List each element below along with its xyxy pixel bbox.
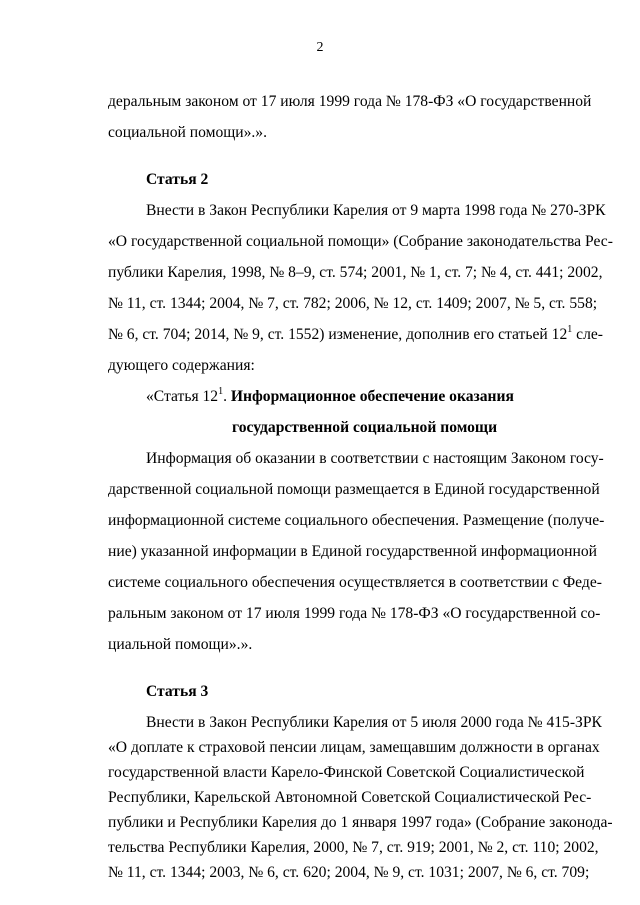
article-3-heading: Статья 3: [146, 683, 209, 700]
text-line: тельства Республики Карелия, 2000, № 7, ст. 919; 2001, № 2, ст. 110; 2002,: [108, 839, 599, 856]
text-line: государственной власти Карело-Финской Советской Социалистической: [108, 764, 585, 781]
text-line: ние) указанной информации в Единой государственной информационной: [108, 543, 597, 560]
text-line: ральным законом от 17 июля 1999 года № 178-ФЗ «О государственной со-: [108, 605, 601, 622]
page-number: 2: [316, 40, 324, 55]
text-line: социальной помощи».».: [108, 124, 267, 141]
text-line: Внести в Закон Республики Карелия от 9 марта 1998 года № 270-ЗРК: [146, 202, 606, 219]
text-fragment: сле-: [572, 326, 603, 343]
text-line: информационной системе социального обеспечения. Размещение (получе-: [108, 512, 605, 529]
text-line: Информация об оказании в соответствии с настоящим Законом госу-: [146, 450, 604, 467]
text-line: публики Карелия, 1998, № 8–9, ст. 574; 2001, № 1, ст. 7; № 4, ст. 441; 2002,: [108, 264, 603, 281]
text-line: № 11, ст. 1344; 2003, № 6, ст. 620; 2004, № 9, ст. 1031; 2007, № 6, ст. 709;: [108, 864, 590, 881]
text-line: Внести в Закон Республики Карелия от 5 июля 2000 года № 415-ЗРК: [146, 714, 602, 731]
sub-article-heading: [146, 387, 533, 407]
text-line: дующего содержания:: [108, 357, 255, 374]
text-fragment: № 6, ст. 704; 2014, № 9, ст. 1552) изменение, дополнив его статьей 12: [108, 326, 568, 343]
text-line: деральным законом от 17 июля 1999 года № 178-ФЗ «О государственной: [108, 93, 592, 110]
text-fragment: .: [223, 388, 231, 405]
text-line: циальной помощи».».: [108, 636, 253, 653]
text-line: системе социального обеспечения осуществляется в соответствии с Феде-: [108, 574, 602, 591]
sub-article-title-line-2: государственной социальной помощи: [232, 419, 498, 436]
article-2-heading: Статья 2: [146, 171, 209, 188]
text-line: «О государственной социальной помощи» (Собрание законодательства Рес-: [108, 233, 613, 250]
superscript: 1: [567, 323, 573, 335]
text-line: [108, 323, 603, 345]
text-line: дарственной социальной помощи размещается в Единой государственной: [108, 481, 600, 498]
text-line: № 11, ст. 1344; 2004, № 7, ст. 782; 2006, № 12, ст. 1409; 2007, № 5, ст. 558;: [108, 295, 598, 312]
sub-article-title: Информационное обеспечение оказания: [230, 388, 514, 405]
superscript: 1: [218, 385, 224, 397]
text-fragment: «Статья 12: [146, 388, 219, 405]
text-line: «О доплате к страховой пенсии лицам, замещавшим должности в органах: [108, 739, 600, 756]
text-line: Республики, Карельской Автономной Советской Социалистической Рес-: [108, 789, 592, 806]
text-line: публики и Республики Карелия до 1 января 1997 года» (Собрание законода-: [108, 814, 613, 831]
